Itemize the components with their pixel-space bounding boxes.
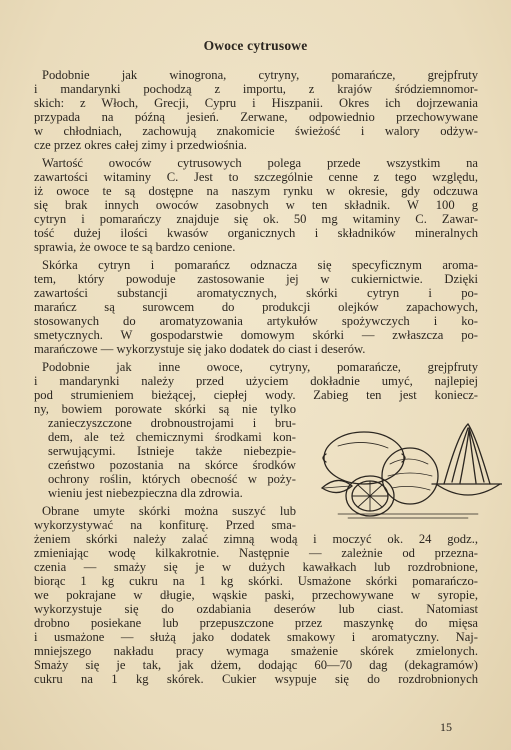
text-line: i mandarynki pochodzą z importu, z krajów śródziemnomor- [34,82,478,96]
text-line: marańcz są surowcem do produkcji olejków zapachowych, [34,300,478,314]
text-line: w chłodniach, zachowują znakomicie świeżość i walory odżyw- [34,124,478,138]
text-line: Wartość owoców cytrusowych polega przede wszystkim na [42,156,478,170]
page-title: Owoce cytrusowe [203,38,308,53]
text-line: cytryn i pomarańczy znajduje się ok. 50 mg witaminy C. Zawar- [34,212,478,226]
text-line: zawartości substancji aromatycznych, skórki cytryn i po- [34,286,478,300]
text-line: czenia — smaży się je w dużych kawałkach lub rozdrobnione, [34,560,478,574]
text-line: żeniem skórki należy zalać zimną wodą i moczyć ok. 24 godz., [34,532,478,546]
text-line: Podobnie jak inne owoce, cytryny, pomarańcze, grejpfruty [42,360,478,374]
text-line: mniejszego nakładu pracy wymaga smażenie skórek zmielonych. [34,644,478,658]
text-line: zmieniając wodę kilkakrotnie. Następnie — zależnie od przezna- [34,546,478,560]
text-line: wykorzystywać na konfiturę. Przed sma- [34,518,296,532]
text-line: cukru na 1 kg skórek. Cukier wsypuje się do rozdrobnionych [34,672,478,686]
text-line: się brak innych owoców zasobnych w ten składnik. W 100 g [34,198,478,212]
text-line: wykorzystuje się do ozdabiania deserów lub ciast. Natomiast [34,602,478,616]
text-line: marańczowe — wykorzystuje się jako dodatek do ciast i deserów. [34,342,366,356]
text-line: stosowanych do aromatyzowania artykułów spożywczych i ko- [34,314,478,328]
text-line: dem, ale też chemicznymi środkami kon- [48,430,296,444]
text-line: tość dużej ilości kwasów organicznych i składników mineralnych [34,226,478,240]
text-line: cze przez okres całej zimy i przedwiośnia. [34,138,247,152]
text-line: Podobnie jak winogrona, cytryny, pomarańcze, grejpfruty [42,68,478,82]
text-line: sprawia, że owoce te są bardzo cenione. [34,240,236,254]
text-line: przypada na późną jesień. Zerwane, odpowiednio przechowywane [34,110,478,124]
text-line: ochrony roślin, których obecność w poży- [48,472,296,486]
page-number: 15 [440,720,452,734]
text-line: skich: z Włoch, Grecji, Cypru i Hiszpanii. Okres ich dojrzewania [34,96,478,110]
text-line: ny, bowiem porowate skórki są nie tylko [34,402,296,416]
text-line: tem, który powoduje zastosowanie jej w cukiernictwie. Dzięki [34,272,478,286]
text-line: serwującymi. Istnieje także niebezpie- [48,444,296,458]
text-line: i usmażone — służą jako dodatek smakowy i aromatyczny. Naj- [34,630,478,644]
text-line: Smaży się je tak, jak dżem, dodając 60—70 dag (dekagramów) [34,658,478,672]
text-line: czeństwo pozostania na skórce środków [48,458,296,472]
text-line: drobno posiekane lub przepuszczone przez maszynkę do mięsa [34,616,478,630]
text-line: i mandarynki należy przed użyciem dokładnie umyć, najlepiej [34,374,478,388]
text-line: Skórka cytryn i pomarańcz odznacza się specyficznym aroma- [42,258,478,272]
text-line: biorąc 1 kg cukru na 1 kg skórki. Usmażone skórki pomarańczo- [34,574,478,588]
text-line: wieniu jest niebezpieczna dla zdrowia. [48,486,243,500]
text-line: zanieczyszczone drobnoustrojami i bru- [48,416,296,430]
text-line: zawartości witaminy C. Jest to szczególnie cenne z tego względu, [34,170,478,184]
citrus-fruits-illustration [318,414,502,522]
text-line: smetycznych. W gospodarstwie domowym skórki — zwłaszcza po- [34,328,478,342]
text-line: pod strumieniem bieżącej, ciepłej wody. Zabieg ten jest koniecz- [34,388,478,402]
text-line: iż owoce te są dostępne na naszym rynku w okresie, gdy odczuwa [34,184,478,198]
text-line: we pokrajane w długie, wąskie paski, przechowywane w syropie, [34,588,478,602]
text-line: Obrane umyte skórki można suszyć lub [42,504,296,518]
